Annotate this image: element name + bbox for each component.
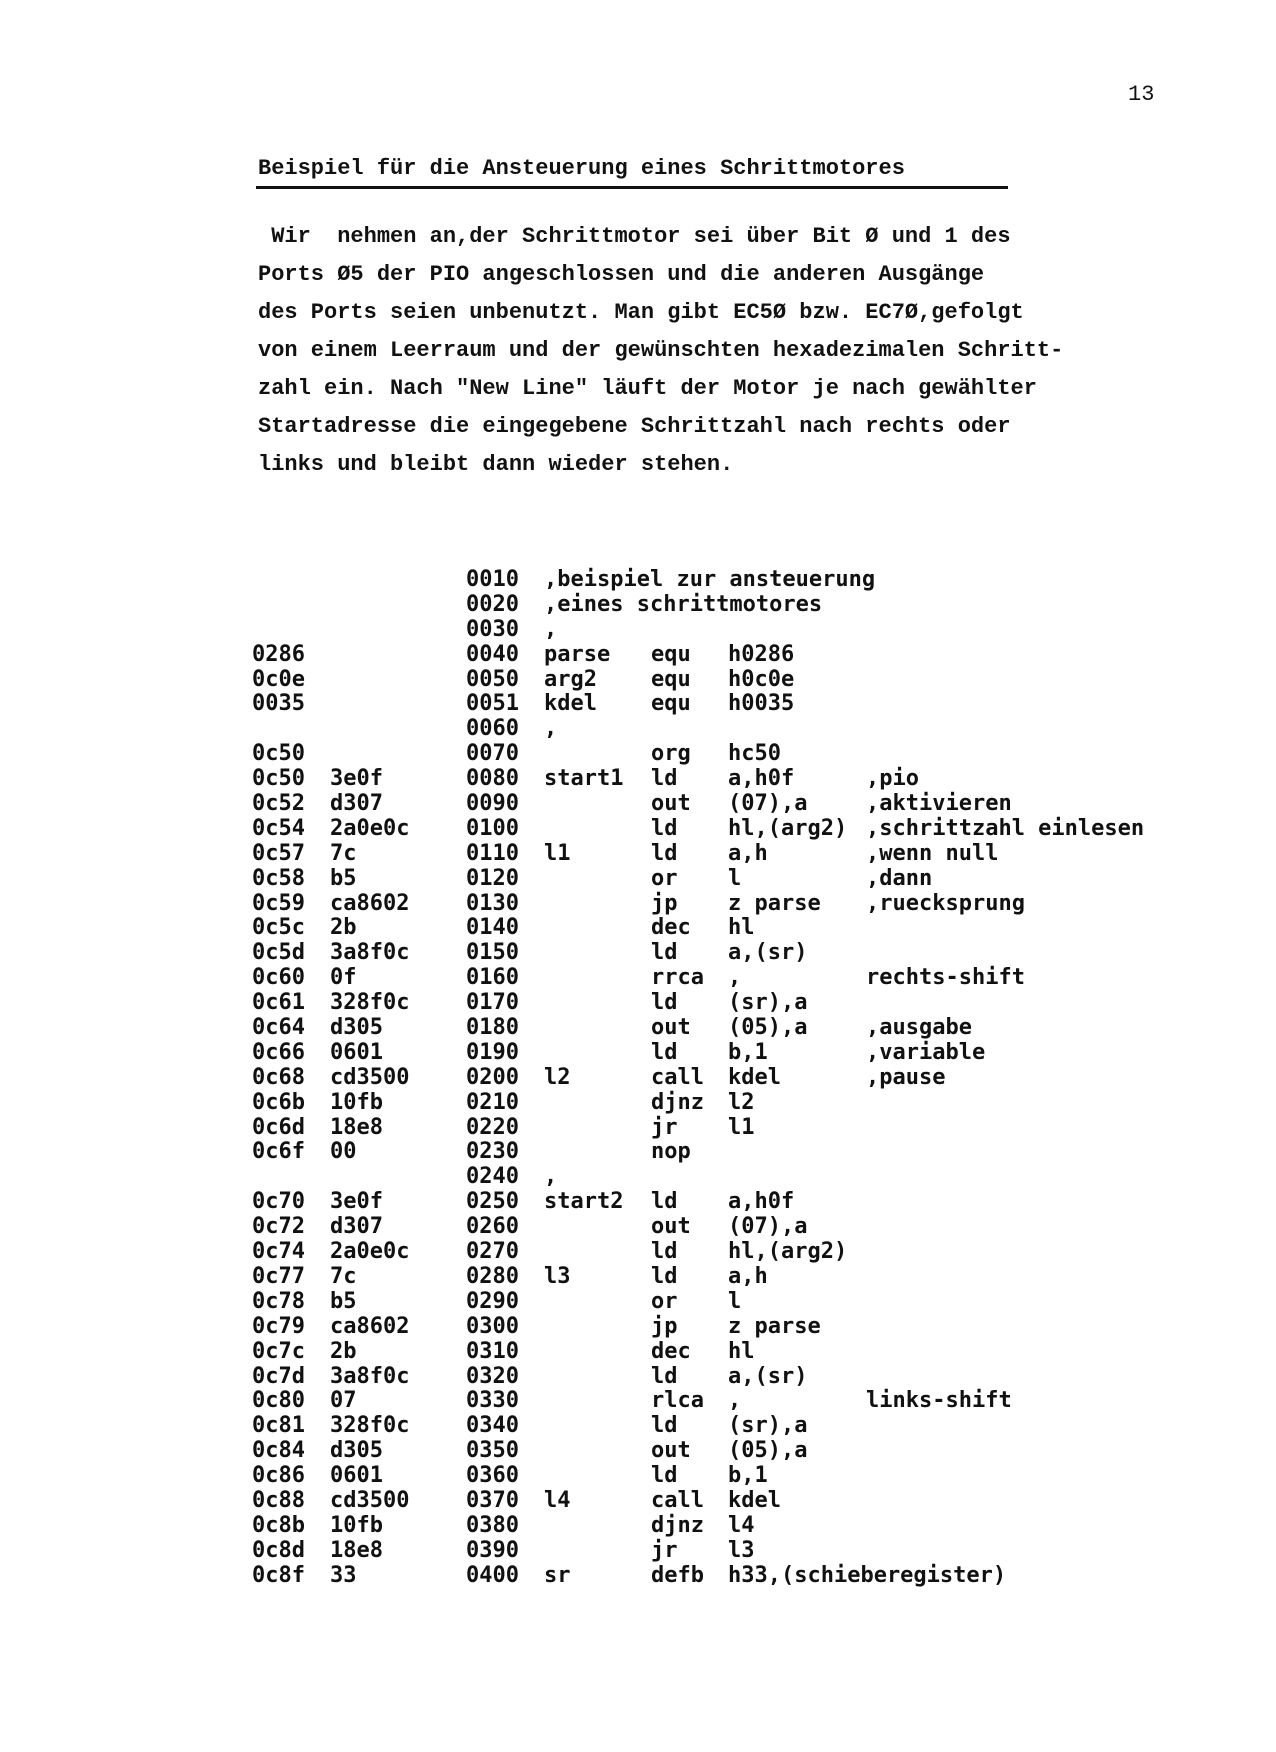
listing-line-number: 0090	[466, 791, 519, 817]
listing-label: start2	[544, 1189, 624, 1215]
listing-address: 0c80	[252, 1388, 305, 1414]
listing-line-number: 0110	[466, 840, 519, 866]
listing-machine-code: d305	[330, 1438, 383, 1464]
intro-line: Ports Ø5 der PIO angeschlossen und die anderen Ausgänge	[258, 262, 985, 287]
listing-operand: (sr),a	[728, 1413, 808, 1439]
listing-label: arg2	[544, 666, 597, 692]
listing-machine-code: 2a0e0c	[330, 1239, 410, 1265]
listing-operand: h0c0e	[728, 666, 795, 692]
listing-operand: b,1	[728, 1039, 768, 1065]
listing-comment: links-shift	[866, 1388, 1012, 1414]
listing-machine-code: ca8602	[330, 1313, 410, 1339]
listing-address: 0c5c	[252, 915, 305, 941]
listing-mnemonic: out	[651, 1438, 691, 1464]
listing-operand: ,	[728, 1388, 742, 1414]
listing-line-number: 0200	[466, 1064, 519, 1090]
listing-line-number: 0050	[466, 666, 519, 692]
listing-operand: (05),a	[728, 1015, 808, 1041]
listing-operand: l	[728, 1288, 742, 1314]
listing-machine-code: 10fb	[330, 1512, 383, 1538]
listing-comment: ,ruecksprung	[866, 890, 1025, 916]
listing-address: 0c50	[252, 766, 305, 792]
intro-line: von einem Leerraum und der gewünschten hexadezimalen Schritt-	[258, 338, 1064, 363]
listing-mnemonic: nop	[651, 1139, 691, 1165]
listing-address: 0c59	[252, 890, 305, 916]
listing-address: 0c81	[252, 1413, 305, 1439]
listing-line-number: 0190	[466, 1039, 519, 1065]
listing-operand: ,	[728, 965, 742, 991]
listing-mnemonic: equ	[651, 666, 691, 692]
listing-operand: h33,(schieberegister)	[728, 1562, 1007, 1588]
listing-mnemonic: ld	[651, 1413, 678, 1439]
listing-mnemonic: djnz	[651, 1089, 704, 1115]
listing-line-number: 0400	[466, 1562, 519, 1588]
listing-mnemonic: call	[651, 1487, 704, 1513]
listing-address: 0c86	[252, 1463, 305, 1489]
listing-address: 0c57	[252, 840, 305, 866]
listing-line-number: 0290	[466, 1288, 519, 1314]
listing-mnemonic: ld	[651, 840, 678, 866]
listing-line-number: 0160	[466, 965, 519, 991]
listing-operand: (05),a	[728, 1438, 808, 1464]
listing-address: 0c64	[252, 1015, 305, 1041]
listing-comment-line: ,eines schrittmotores	[544, 591, 823, 617]
listing-mnemonic: ld	[651, 1463, 678, 1489]
listing-operand: l	[728, 865, 742, 891]
listing-comment: ,ausgabe	[866, 1015, 972, 1041]
listing-line-number: 0040	[466, 641, 519, 667]
listing-mnemonic: ld	[651, 1263, 678, 1289]
listing-label: l2	[544, 1064, 571, 1090]
listing-mnemonic: jr	[651, 1537, 678, 1563]
listing-line-number: 0140	[466, 915, 519, 941]
listing-machine-code: 10fb	[330, 1089, 383, 1115]
listing-mnemonic: call	[651, 1064, 704, 1090]
listing-address: 0c84	[252, 1438, 305, 1464]
listing-label: l1	[544, 840, 571, 866]
listing-address: 0c61	[252, 990, 305, 1016]
listing-machine-code: 0601	[330, 1039, 383, 1065]
listing-address: 0c6f	[252, 1139, 305, 1165]
listing-operand: (sr),a	[728, 990, 808, 1016]
listing-address: 0c52	[252, 791, 305, 817]
listing-operand: hc50	[728, 741, 781, 767]
listing-line-number: 0180	[466, 1015, 519, 1041]
listing-operand: hl	[728, 1338, 755, 1364]
listing-comment: ,variable	[866, 1039, 986, 1065]
listing-label: start1	[544, 766, 624, 792]
listing-line-number: 0250	[466, 1189, 519, 1215]
listing-machine-code: b5	[330, 865, 357, 891]
listing-line-number: 0330	[466, 1388, 519, 1414]
listing-comment: ,schrittzahl einlesen	[866, 815, 1145, 841]
listing-label: l3	[544, 1263, 571, 1289]
intro-line: Startadresse die eingegebene Schrittzahl nach rechts oder	[258, 414, 1011, 439]
listing-machine-code: d307	[330, 1214, 383, 1240]
listing-line-number: 0260	[466, 1214, 519, 1240]
listing-mnemonic: or	[651, 865, 678, 891]
listing-machine-code: 2a0e0c	[330, 815, 410, 841]
listing-line-number: 0220	[466, 1114, 519, 1140]
intro-line: Wir nehmen an,der Schrittmotor sei über Bit Ø und 1 des	[258, 224, 1011, 249]
listing-operand: l3	[728, 1537, 755, 1563]
listing-machine-code: d305	[330, 1015, 383, 1041]
listing-label: parse	[544, 641, 611, 667]
listing-line-number: 0120	[466, 865, 519, 891]
listing-operand: hl,(arg2)	[728, 1239, 848, 1265]
listing-machine-code: d307	[330, 791, 383, 817]
listing-address: 0c50	[252, 741, 305, 767]
intro-line: zahl ein. Nach "New Line" läuft der Motor je nach gewählter	[258, 376, 1037, 401]
listing-line-number: 0360	[466, 1463, 519, 1489]
listing-mnemonic: defb	[651, 1562, 704, 1588]
listing-address: 0c58	[252, 865, 305, 891]
listing-line-number: 0170	[466, 990, 519, 1016]
listing-mnemonic: rrca	[651, 965, 704, 991]
listing-mnemonic: ld	[651, 990, 678, 1016]
listing-operand: a,h0f	[728, 766, 795, 792]
listing-comment-line: ,	[544, 1164, 558, 1190]
listing-operand: a,h	[728, 840, 768, 866]
listing-address: 0c54	[252, 815, 305, 841]
listing-operand: a,(sr)	[728, 1363, 808, 1389]
listing-mnemonic: equ	[651, 691, 691, 717]
listing-operand: a,h0f	[728, 1189, 795, 1215]
listing-line-number: 0270	[466, 1239, 519, 1265]
listing-machine-code: 2b	[330, 915, 357, 941]
listing-operand: h0035	[728, 691, 795, 717]
listing-comment: ,wenn null	[866, 840, 999, 866]
listing-address: 0c6d	[252, 1114, 305, 1140]
listing-comment: rechts-shift	[866, 965, 1025, 991]
intro-line: des Ports seien unbenutzt. Man gibt EC5Ø bzw. EC7Ø,gefolgt	[258, 300, 1024, 325]
listing-mnemonic: jp	[651, 890, 678, 916]
listing-machine-code: cd3500	[330, 1064, 410, 1090]
listing-address: 0c70	[252, 1189, 305, 1215]
listing-operand: hl,(arg2)	[728, 815, 848, 841]
listing-line-number: 0010	[466, 567, 519, 592]
listing-line-number: 0051	[466, 691, 519, 717]
listing-machine-code: 18e8	[330, 1537, 383, 1563]
listing-line-number: 0070	[466, 741, 519, 767]
listing-address: 0c78	[252, 1288, 305, 1314]
listing-line-number: 0210	[466, 1089, 519, 1115]
listing-line-number: 0280	[466, 1263, 519, 1289]
listing-address: 0c68	[252, 1064, 305, 1090]
listing-line-number: 0380	[466, 1512, 519, 1538]
listing-line-number: 0030	[466, 616, 519, 642]
listing-mnemonic: ld	[651, 815, 678, 841]
listing-mnemonic: ld	[651, 1039, 678, 1065]
listing-line-number: 0100	[466, 815, 519, 841]
listing-mnemonic: ld	[651, 1239, 678, 1265]
listing-address: 0c88	[252, 1487, 305, 1513]
listing-operand: z parse	[728, 1313, 821, 1339]
listing-mnemonic: ld	[651, 940, 678, 966]
listing-operand: a,(sr)	[728, 940, 808, 966]
listing-comment: ,aktivieren	[866, 791, 1012, 817]
listing-address: 0c6b	[252, 1089, 305, 1115]
listing-mnemonic: equ	[651, 641, 691, 667]
intro-paragraph	[258, 218, 1218, 484]
listing-address: 0c7c	[252, 1338, 305, 1364]
listing-operand: hl	[728, 915, 755, 941]
listing-address: 0c5d	[252, 940, 305, 966]
listing-address: 0c8f	[252, 1562, 305, 1588]
listing-address: 0286	[252, 641, 305, 667]
listing-line-number: 0080	[466, 766, 519, 792]
listing-comment: ,pio	[866, 766, 919, 792]
listing-address: 0035	[252, 691, 305, 717]
listing-mnemonic: rlca	[651, 1388, 704, 1414]
listing-mnemonic: ld	[651, 1363, 678, 1389]
listing-line-number: 0310	[466, 1338, 519, 1364]
listing-operand: kdel	[728, 1064, 781, 1090]
listing-operand: (07),a	[728, 791, 808, 817]
listing-address: 0c79	[252, 1313, 305, 1339]
listing-machine-code: 0601	[330, 1463, 383, 1489]
listing-machine-code: 3a8f0c	[330, 1363, 410, 1389]
listing-machine-code: 3e0f	[330, 1189, 383, 1215]
listing-line-number: 0350	[466, 1438, 519, 1464]
listing-operand: a,h	[728, 1263, 768, 1289]
listing-mnemonic: dec	[651, 915, 691, 941]
heading-underline	[256, 186, 1008, 189]
listing-mnemonic: jp	[651, 1313, 678, 1339]
listing-line-number: 0230	[466, 1139, 519, 1165]
listing-comment: ,dann	[866, 865, 933, 891]
page-number: 13	[1128, 82, 1155, 107]
listing-line-number: 0340	[466, 1413, 519, 1439]
listing-line-number: 0240	[466, 1164, 519, 1190]
listing-line-number: 0020	[466, 591, 519, 617]
listing-mnemonic: out	[651, 791, 691, 817]
listing-machine-code: 7c	[330, 1263, 357, 1289]
listing-machine-code: 2b	[330, 1338, 357, 1364]
listing-mnemonic: ld	[651, 1189, 678, 1215]
listing-machine-code: b5	[330, 1288, 357, 1314]
listing-address: 0c7d	[252, 1363, 305, 1389]
listing-mnemonic: ld	[651, 766, 678, 792]
intro-line: links und bleibt dann wieder stehen.	[258, 452, 734, 477]
listing-machine-code: 328f0c	[330, 1413, 410, 1439]
listing-mnemonic: out	[651, 1015, 691, 1041]
listing-address: 0c0e	[252, 666, 305, 692]
listing-mnemonic: org	[651, 741, 691, 767]
listing-operand: z parse	[728, 890, 821, 916]
listing-machine-code: 18e8	[330, 1114, 383, 1140]
listing-mnemonic: dec	[651, 1338, 691, 1364]
listing-address: 0c66	[252, 1039, 305, 1065]
listing-line-number: 0370	[466, 1487, 519, 1513]
listing-machine-code: ca8602	[330, 890, 410, 916]
listing-mnemonic: or	[651, 1288, 678, 1314]
listing-operand: l2	[728, 1089, 755, 1115]
listing-machine-code: 328f0c	[330, 990, 410, 1016]
listing-line-number: 0060	[466, 716, 519, 742]
listing-operand: l1	[728, 1114, 755, 1140]
listing-comment-line: ,	[544, 616, 558, 642]
listing-address: 0c60	[252, 965, 305, 991]
listing-machine-code: 3e0f	[330, 766, 383, 792]
listing-line-number: 0300	[466, 1313, 519, 1339]
listing-label: l4	[544, 1487, 571, 1513]
listing-label: sr	[544, 1562, 571, 1588]
listing-operand: b,1	[728, 1463, 768, 1489]
listing-line-number: 0390	[466, 1537, 519, 1563]
listing-comment: ,pause	[866, 1064, 946, 1090]
listing-mnemonic: djnz	[651, 1512, 704, 1538]
listing-line-number: 0150	[466, 940, 519, 966]
listing-machine-code: 07	[330, 1388, 357, 1414]
listing-address: 0c77	[252, 1263, 305, 1289]
listing-address: 0c8d	[252, 1537, 305, 1563]
listing-machine-code: 0f	[330, 965, 357, 991]
listing-machine-code: 3a8f0c	[330, 940, 410, 966]
listing-operand: kdel	[728, 1487, 781, 1513]
listing-machine-code: 00	[330, 1139, 357, 1165]
listing-line-number: 0320	[466, 1363, 519, 1389]
listing-machine-code: 33	[330, 1562, 357, 1588]
listing-label: kdel	[544, 691, 597, 717]
listing-mnemonic: jr	[651, 1114, 678, 1140]
listing-address: 0c72	[252, 1214, 305, 1240]
listing-mnemonic: out	[651, 1214, 691, 1240]
listing-machine-code: cd3500	[330, 1487, 410, 1513]
listing-address: 0c74	[252, 1239, 305, 1265]
listing-line-number: 0130	[466, 890, 519, 916]
listing-comment-line: ,beispiel zur ansteuerung	[544, 567, 876, 592]
section-heading: Beispiel für die Ansteuerung eines Schrittmotores	[258, 156, 905, 181]
listing-operand: (07),a	[728, 1214, 808, 1240]
listing-machine-code: 7c	[330, 840, 357, 866]
listing-address: 0c8b	[252, 1512, 305, 1538]
listing-comment-line: ,	[544, 716, 558, 742]
listing-operand: h0286	[728, 641, 795, 667]
listing-operand: l4	[728, 1512, 755, 1538]
